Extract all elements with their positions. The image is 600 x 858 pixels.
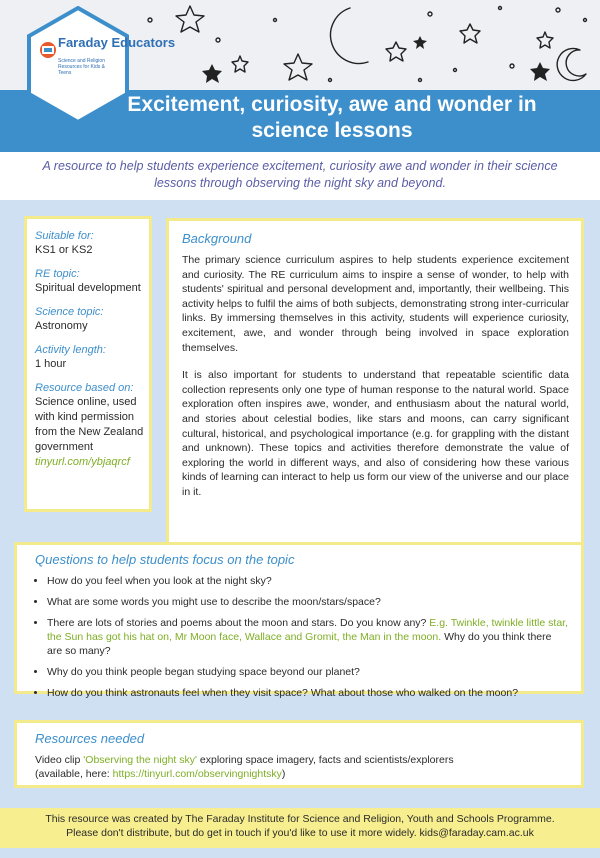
re-topic-value: Spiritual development [35, 282, 141, 294]
activity-info-box [24, 216, 152, 512]
question-text: There are lots of stories and poems about the moon and stars. Do you know any? [47, 617, 430, 629]
page-subtitle: A resource to help students experience excitement, curiosity awe and wonder in their science lessons through observing the night sky and beyond. [42, 159, 558, 190]
moon-icon [331, 8, 368, 63]
resources-line-1 [35, 753, 569, 767]
list-item [47, 616, 569, 658]
star-icon [284, 54, 312, 80]
science-topic-label: Science topic: [35, 306, 104, 318]
background-heading: Background [182, 231, 252, 246]
suitable-value: KS1 or KS2 [35, 244, 93, 256]
resources-heading: Resources needed [35, 731, 145, 746]
resources-line-2 [35, 767, 569, 781]
video-link[interactable]: https://tinyurl.com/observingnightsky [112, 768, 282, 780]
resources-text: (available, here: [35, 768, 113, 780]
activity-length-label: Activity length: [35, 344, 106, 356]
questions-heading: Questions to help students focus on the topic [35, 552, 295, 567]
list-item: • What are some words you might use to describe the moon/stars/space? [47, 595, 569, 609]
star-icon [232, 56, 248, 72]
background-paragraph-1: The primary science curriculum aspires to help students experience excitement and curiosity. The RE curriculum aims to inspire a sense of wonder, to help with students' spiritual and personal development and, importantly, their wellbeing. This activity helps to fulfil the aims of both subjects, demonstrating strong inter-curricular links. By immersing themselves in this activity, students will experience curiosity, excitement, awe, and wonder through being involved in space exploration themselves. [182, 254, 569, 354]
resource-based-label: Resource based on: [35, 382, 134, 394]
logo-name: Faraday Educators [58, 35, 176, 50]
resource-link[interactable]: tinyurl.com/ybjaqrcf [35, 456, 130, 468]
questions-box [14, 542, 584, 699]
star-icon [202, 64, 222, 83]
footer [0, 808, 600, 848]
activity-length-value: 1 hour [35, 358, 67, 370]
list-item: • How do you think astronauts feel when they visit space? What about those who walked on the moon? [47, 686, 569, 700]
star-icon [176, 6, 204, 32]
list-item: • How do you feel when you look at the night sky? [47, 574, 569, 588]
suitable-label: Suitable for: [35, 230, 94, 242]
logo-tagline: Science and Religion Resources for Kids & Teens [58, 58, 105, 76]
moon-icon [557, 48, 586, 80]
background-paragraph-2: It is also important for students to understand that repeatable scientific data collection represents only one type of human response to the natural world. Space exploration often inspires awe, wonder, and enthusiasm about the natural world, and stories about celestial bodies, like stars and moons, can carry significant cultural, historical, and psychological importance (e.g. for grappling with the distant and unknown). These topics and activities therefore demonstrate the value of exploring the world in different ways, and also of considering how these various kinds of learning can interact to help us form our view of the universe and our place in it. [182, 369, 569, 498]
footer-line-2: Please don't distribute, but do get in touch if you'd like to use it more widely. kids@faraday.cam.ac.uk [66, 827, 534, 839]
questions-list [35, 574, 569, 700]
footer-line-1: This resource was created by The Faraday Institute for Science and Religion, Youth and Schools Programme. [45, 813, 555, 825]
list-item: • Why do you think people began studying space beyond our planet? [47, 665, 569, 679]
science-topic-value: Astronomy [35, 320, 88, 332]
star-icon [460, 24, 480, 43]
star-icon [386, 42, 406, 61]
resources-text: Video clip [35, 754, 84, 766]
star-icon [537, 32, 553, 48]
question-text: Why do you think there are so many? [47, 631, 552, 657]
resources-box [14, 720, 584, 788]
question-examples: E.g. Twinkle, twinkle little star, the Sun has got his hat on, Mr Moon face, Wallace and Gromit, the Man in the moon. [47, 617, 568, 643]
resources-text: exploring space imagery, facts and scientists/explorers [197, 754, 454, 766]
page-title: Excitement, curiosity, awe and wonder in science lessons [127, 93, 537, 142]
resource-based-value: Science online, used with kind permission from the New Zealand government [35, 396, 144, 453]
re-topic-label: RE topic: [35, 268, 80, 280]
star-icon [530, 62, 550, 81]
star-icon [413, 36, 427, 49]
resources-text: ) [281, 768, 286, 780]
video-clip-title: 'Observing the night sky' [83, 754, 197, 766]
background-box [166, 218, 584, 548]
